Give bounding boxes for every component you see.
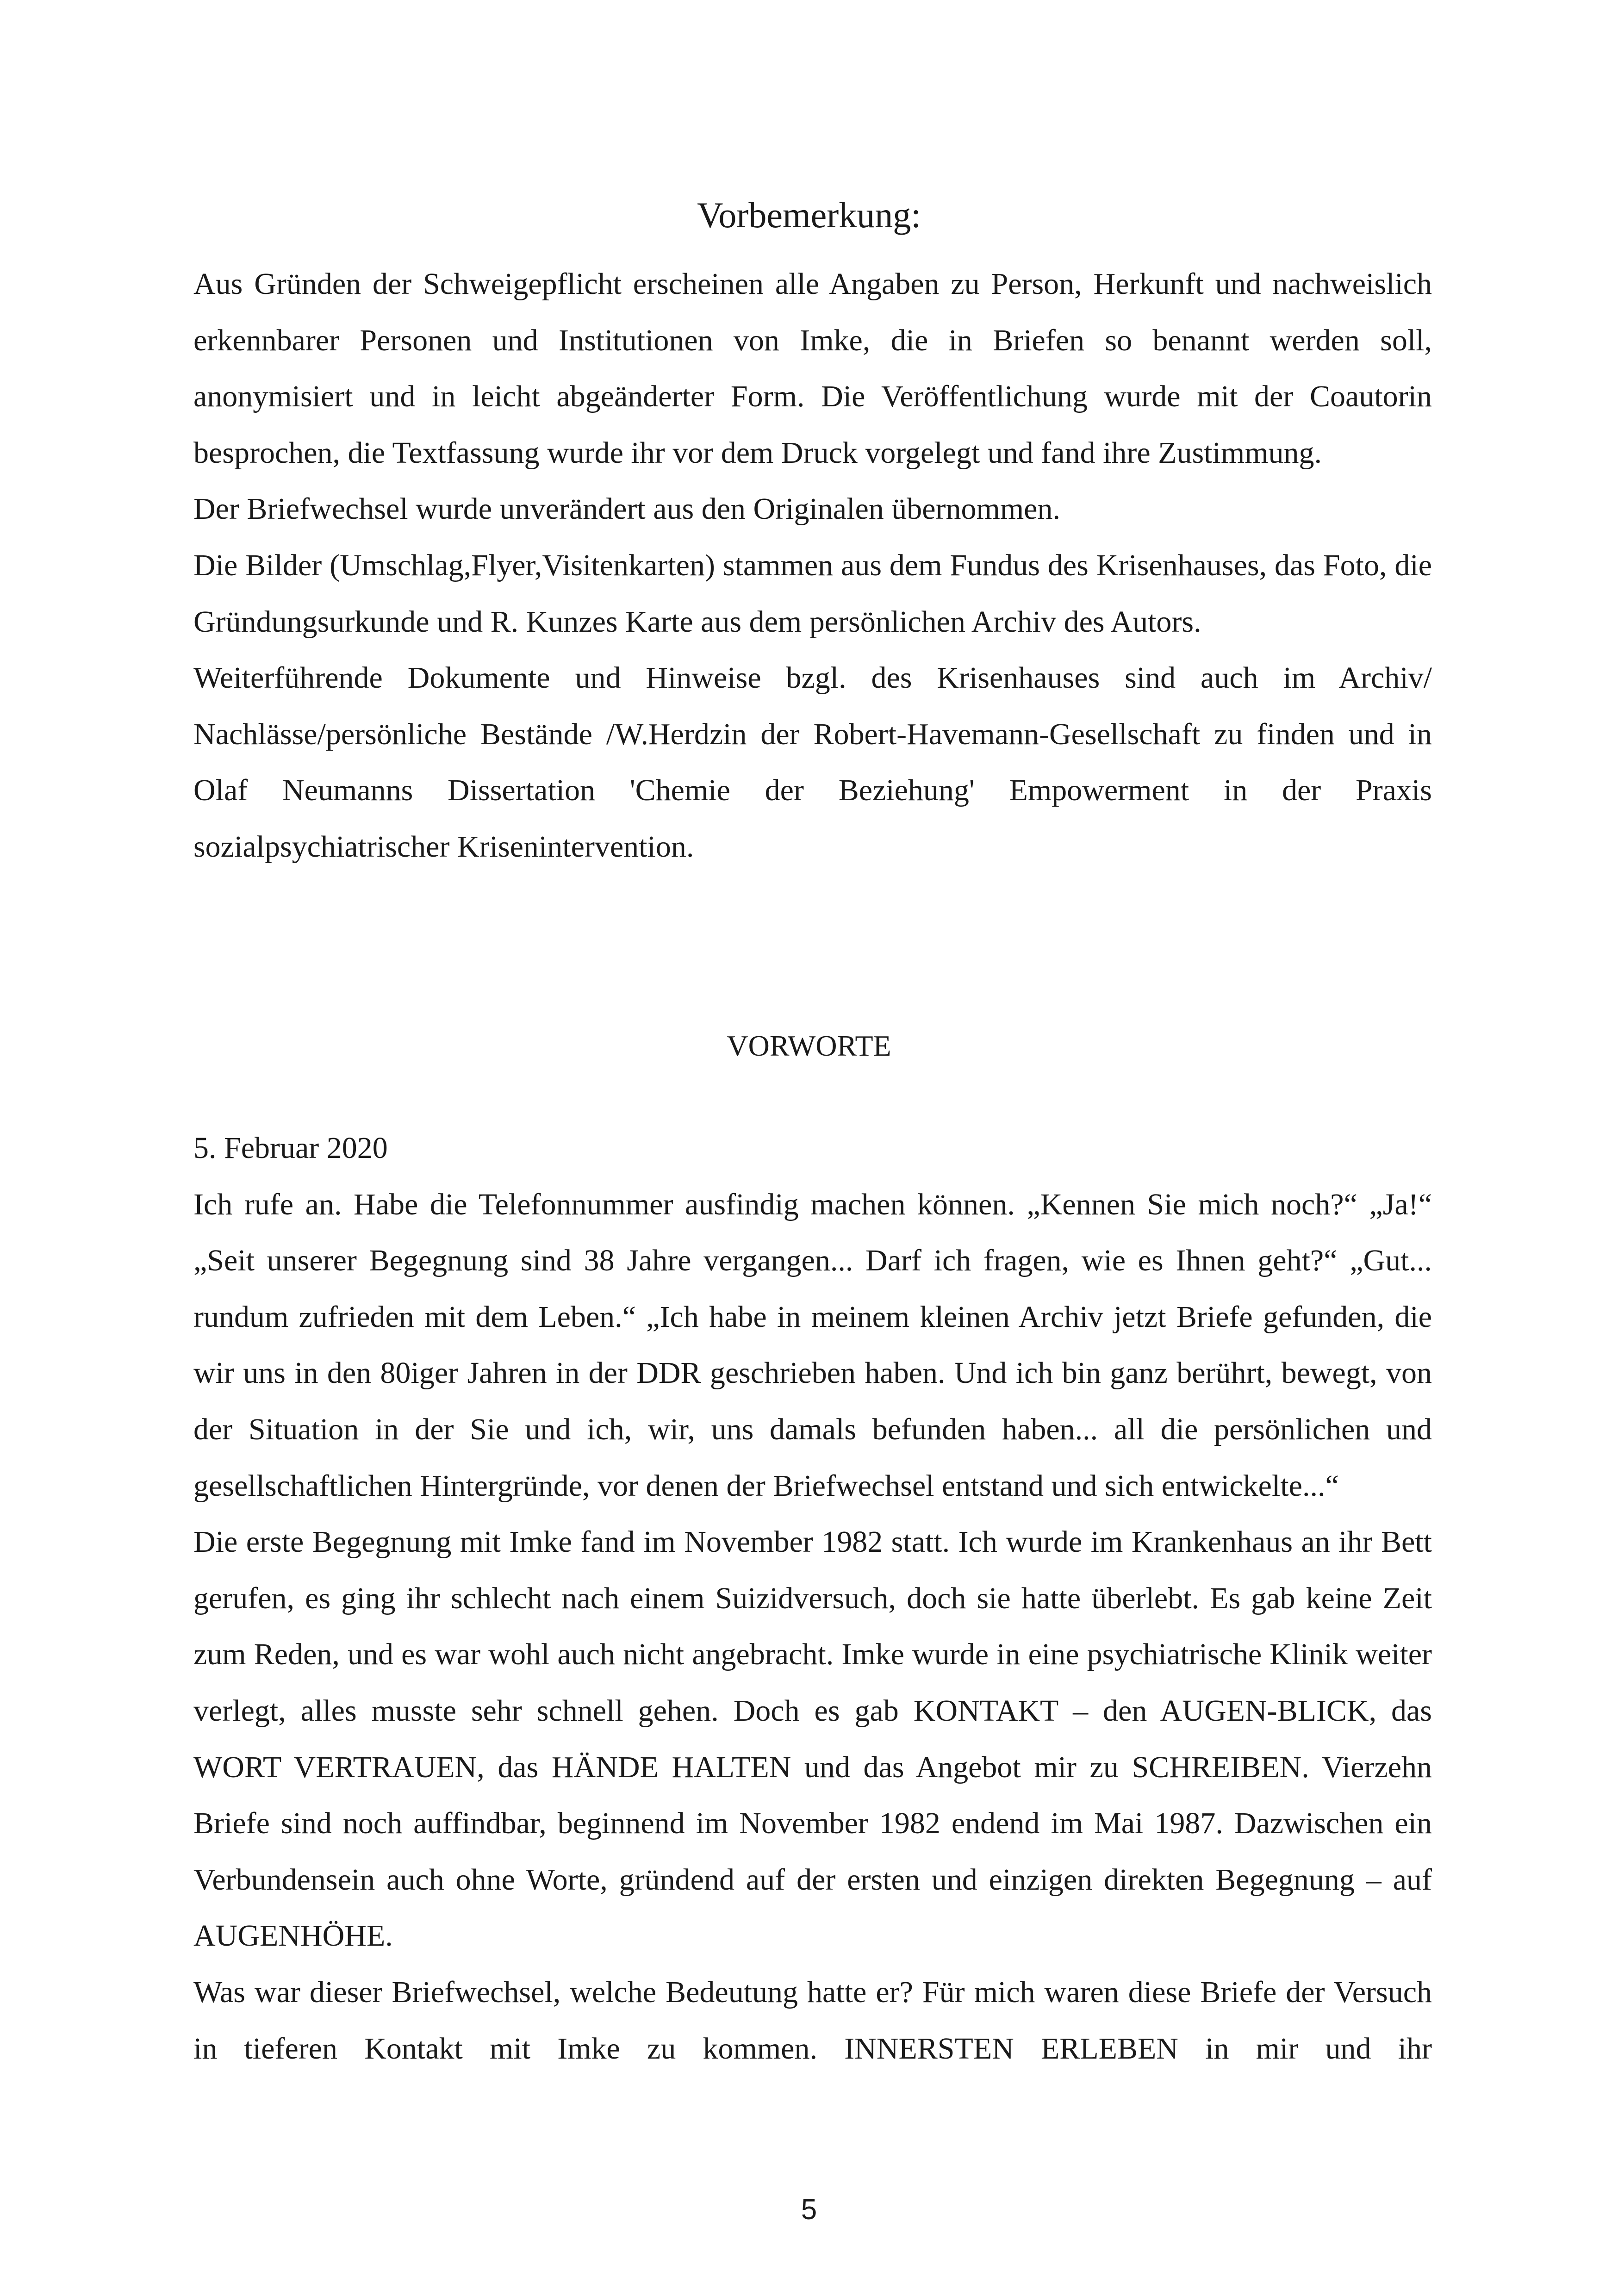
page-number: 5 xyxy=(801,2194,817,2226)
heading-vorbemerkung: Vorbemerkung: xyxy=(697,195,921,235)
intro-paragraph-anonymization: Aus Gründen der Schweigepflicht erscheinen alle Angaben zu Person, Herkunft und nachweislich erkennbarer Personen und Institutionen von Imke, die in Briefen so benannt werden soll, anonymisiert und in leicht abgeänderter Form. Die Veröffentlichung wurde mit der Coautorin besprochen, die Textfassung wurde ihr vor dem Druck vorgelegt und fand ihre Zustimmung. xyxy=(193,267,1432,470)
date-line: 5. Februar 2020 xyxy=(193,1131,388,1165)
heading-vorworte: VORWORTE xyxy=(727,1029,891,1062)
intro-paragraph-originals: Der Briefwechsel wurde unverändert aus den Originalen übernommen. xyxy=(193,492,1060,526)
intro-block xyxy=(193,256,1432,875)
intro-paragraph-archive: Weiterführende Dokumente und Hinweise bzgl. des Krisenhauses sind auch im Archiv/ Nachlässe/persönliche Bestände /W.Herdzin der Robert-Havemann-Gesellschaft zu finden und in Olaf Neumanns Dissertation 'Chemie der Beziehung' Empowerment in der Praxis sozialpsychiatrischer Krisenintervention. xyxy=(193,661,1432,864)
paragraph-meaning: Was war dieser Briefwechsel, welche Bedeutung hatte er? Für mich waren diese Briefe der Versuch in tieferen Kontakt mit Imke zu kommen. INNERSTEN ERLEBEN in mir und ihr xyxy=(193,1975,1432,2066)
vorworte-block xyxy=(193,1120,1432,2077)
paragraph-first-encounter: Die erste Begegnung mit Imke fand im November 1982 statt. Ich wurde im Krankenhaus an ihr Bett gerufen, es ging ihr schlecht nach einem Suizidversuch, doch sie hatte überlebt. Es gab keine Zeit zum Reden, und es war wohl auch nicht angebracht. Imke wurde in eine psychiatrische Klinik weiter verlegt, alles musste sehr schnell gehen. Doch es gab KONTAKT – den AUGEN-BLICK, das WORT VERTRAUEN, das HÄNDE HALTEN und das Angebot mir zu SCHREIBEN. Vierzehn Briefe sind noch auffindbar, beginnend im November 1982 endend im Mai 1987. Dazwischen ein Verbundensein auch ohne Worte, gründend auf der ersten und einzigen direkten Begegnung – auf AUGENHÖHE. xyxy=(193,1525,1432,1953)
intro-paragraph-images: Die Bilder (Umschlag,Flyer,Visitenkarten) stammen aus dem Fundus des Krisenhauses, das Foto, die Gründungsurkunde und R. Kunzes Karte aus dem persönlichen Archiv des Autors. xyxy=(193,548,1432,639)
paragraph-phone-call: Ich rufe an. Habe die Telefonnummer ausfindig machen können. „Kennen Sie mich noch?“ „Ja!“ „Seit unserer Begegnung sind 38 Jahre vergangen... Darf ich fragen, wie es Ihnen geht?“ „Gut... rundum zufrieden mit dem Leben.“ „Ich habe in meinem kleinen Archiv jetzt Briefe gefunden, die wir uns in den 80iger Jahren in der DDR geschrieben haben. Und ich bin ganz berührt, bewegt, von der Situation in der Sie und ich, wir, uns damals befunden haben... all die persönlichen und gesellschaftlichen Hintergründe, vor denen der Briefwechsel entstand und sich entwickelte...“ xyxy=(193,1187,1432,1503)
